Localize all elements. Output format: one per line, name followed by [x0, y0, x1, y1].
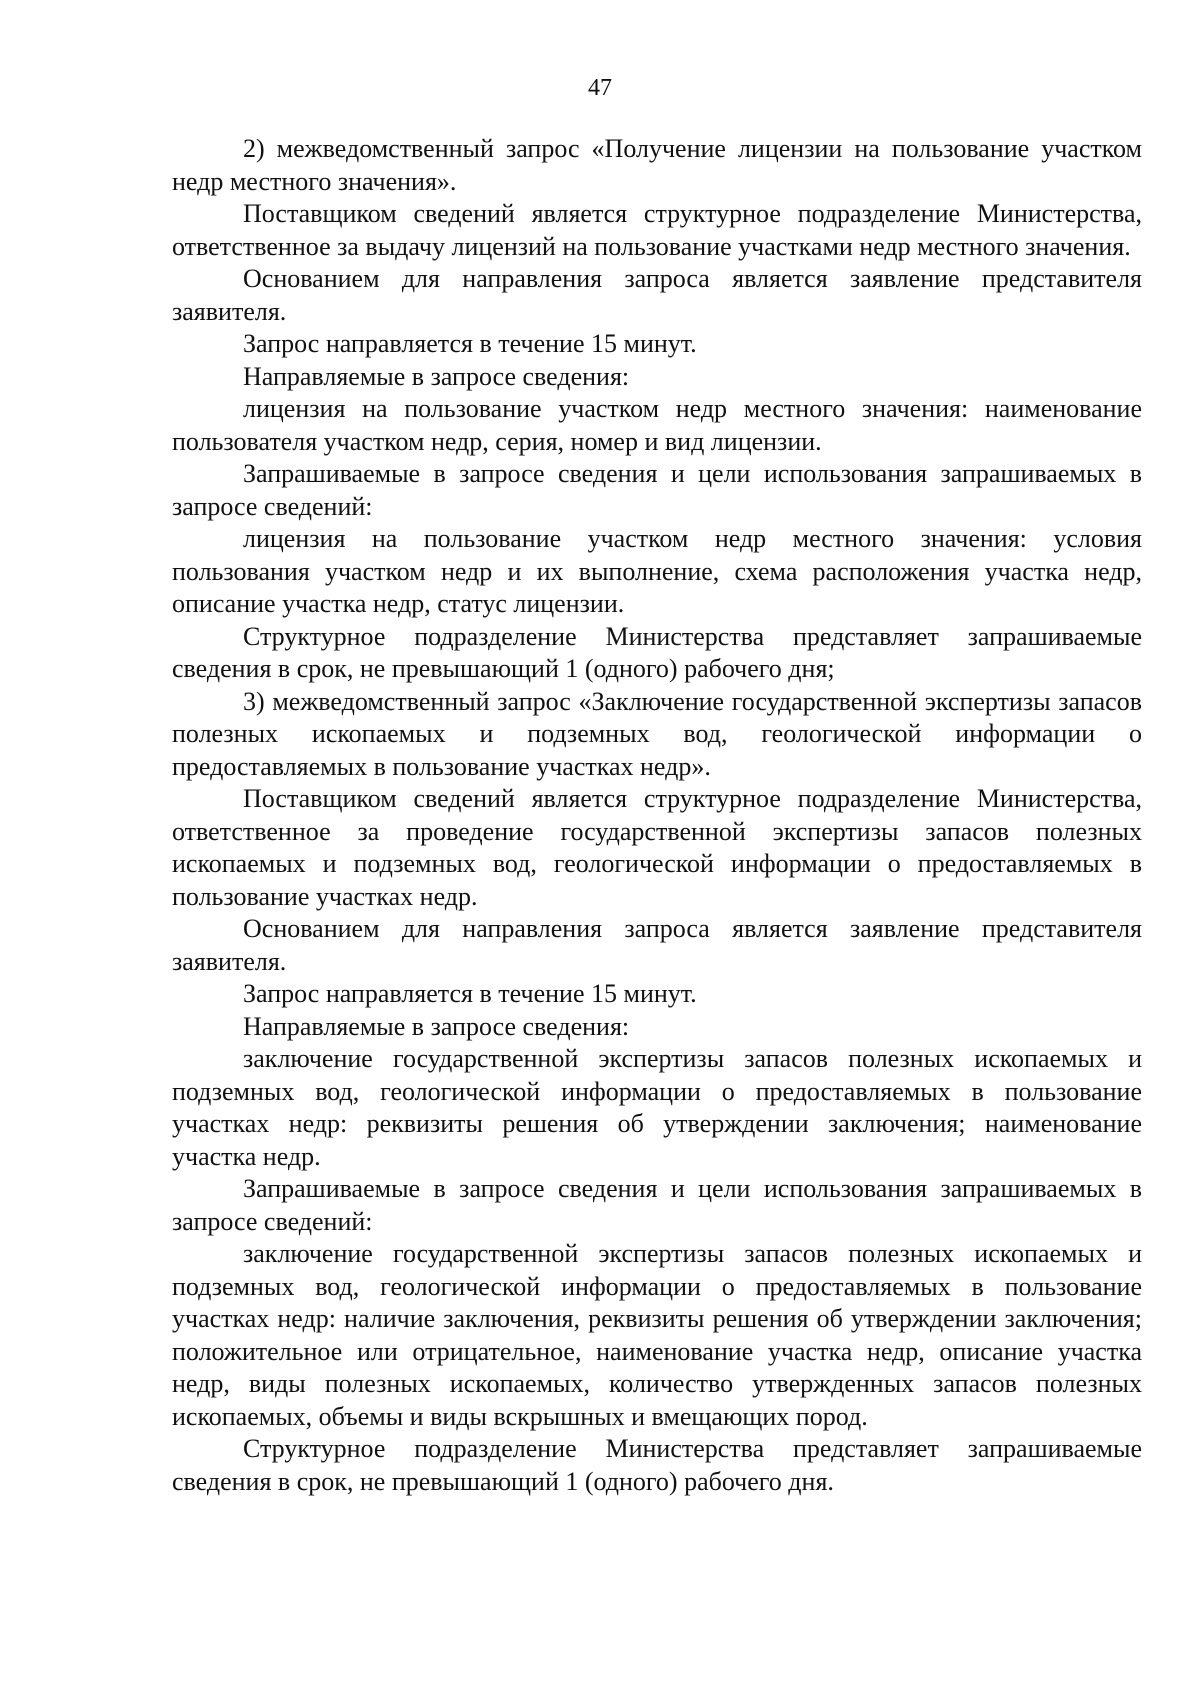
paragraph: заключение государственной экспертизы запасов полезных ископаемых и подземных вод, геологической информации о предоставляемых в пользование участках недр: наличие заключения, реквизиты решения об утверждении заключения; положительное или отрицательное, наименование участка недр, описание участка недр, виды полезных ископаемых, количество утвержденных запасов полезных ископаемых, объемы и виды вскрышных и вмещающих пород.	[172, 1239, 1142, 1431]
paragraph: заключение государственной экспертизы запасов полезных ископаемых и подземных вод, геологической информации о предоставляемых в пользование участках недр: реквизиты решения об утверждении заключения; наименование участка недр.	[172, 1044, 1142, 1171]
document-body	[172, 133, 1142, 1498]
paragraph: Поставщиком сведений является структурное подразделение Министерства, ответственное за проведение государственной экспертизы запасов полезных ископаемых и подземных вод, геологической информации о предоставляемых в пользование участках недр.	[172, 784, 1142, 911]
paragraph: лицензия на пользование участком недр местного значения: условия пользования участком недр и их выполнение, схема расположения участка недр, описание участка недр, статус лицензии.	[172, 524, 1142, 618]
page-number: 47	[588, 75, 612, 101]
paragraph: Направляемые в запросе сведения:	[243, 361, 630, 391]
paragraph: 2) межведомственный запрос «Получение лицензии на пользование участком недр местного значения».	[172, 134, 1142, 196]
paragraph: Основанием для направления запроса является заявление представителя заявителя.	[172, 264, 1142, 326]
paragraph: Запрос направляется в течение 15 минут.	[243, 979, 697, 1008]
paragraph: 3) межведомственный запрос «Заключение государственной экспертизы запасов полезных ископаемых и подземных вод, геологической информации о предоставляемых в пользование участках недр».	[172, 686, 1142, 781]
paragraph: Запрос направляется в течение 15 минут.	[243, 329, 697, 358]
paragraph: Основанием для направления запроса является заявление представителя заявителя.	[172, 914, 1142, 976]
paragraph: Структурное подразделение Министерства представляет запрашиваемые сведения в срок, не превышающий 1 (одного) рабочего дня;	[172, 621, 1142, 683]
paragraph: Запрашиваемые в запросе сведения и цели использования запрашиваемых в запросе сведений:	[172, 459, 1142, 521]
paragraph: Поставщиком сведений является структурное подразделение Министерства, ответственное за выдачу лицензий на пользование участками недр местного значения.	[172, 199, 1142, 261]
paragraph: Направляемые в запросе сведения:	[243, 1011, 630, 1041]
paragraph: Запрашиваемые в запросе сведения и цели использования запрашиваемых в запросе сведений:	[172, 1174, 1142, 1236]
paragraph: лицензия на пользование участком недр местного значения: наименование пользователя участком недр, серия, номер и вид лицензии.	[172, 394, 1142, 456]
paragraph: Структурное подразделение Министерства представляет запрашиваемые сведения в срок, не превышающий 1 (одного) рабочего дня.	[172, 1434, 1142, 1496]
